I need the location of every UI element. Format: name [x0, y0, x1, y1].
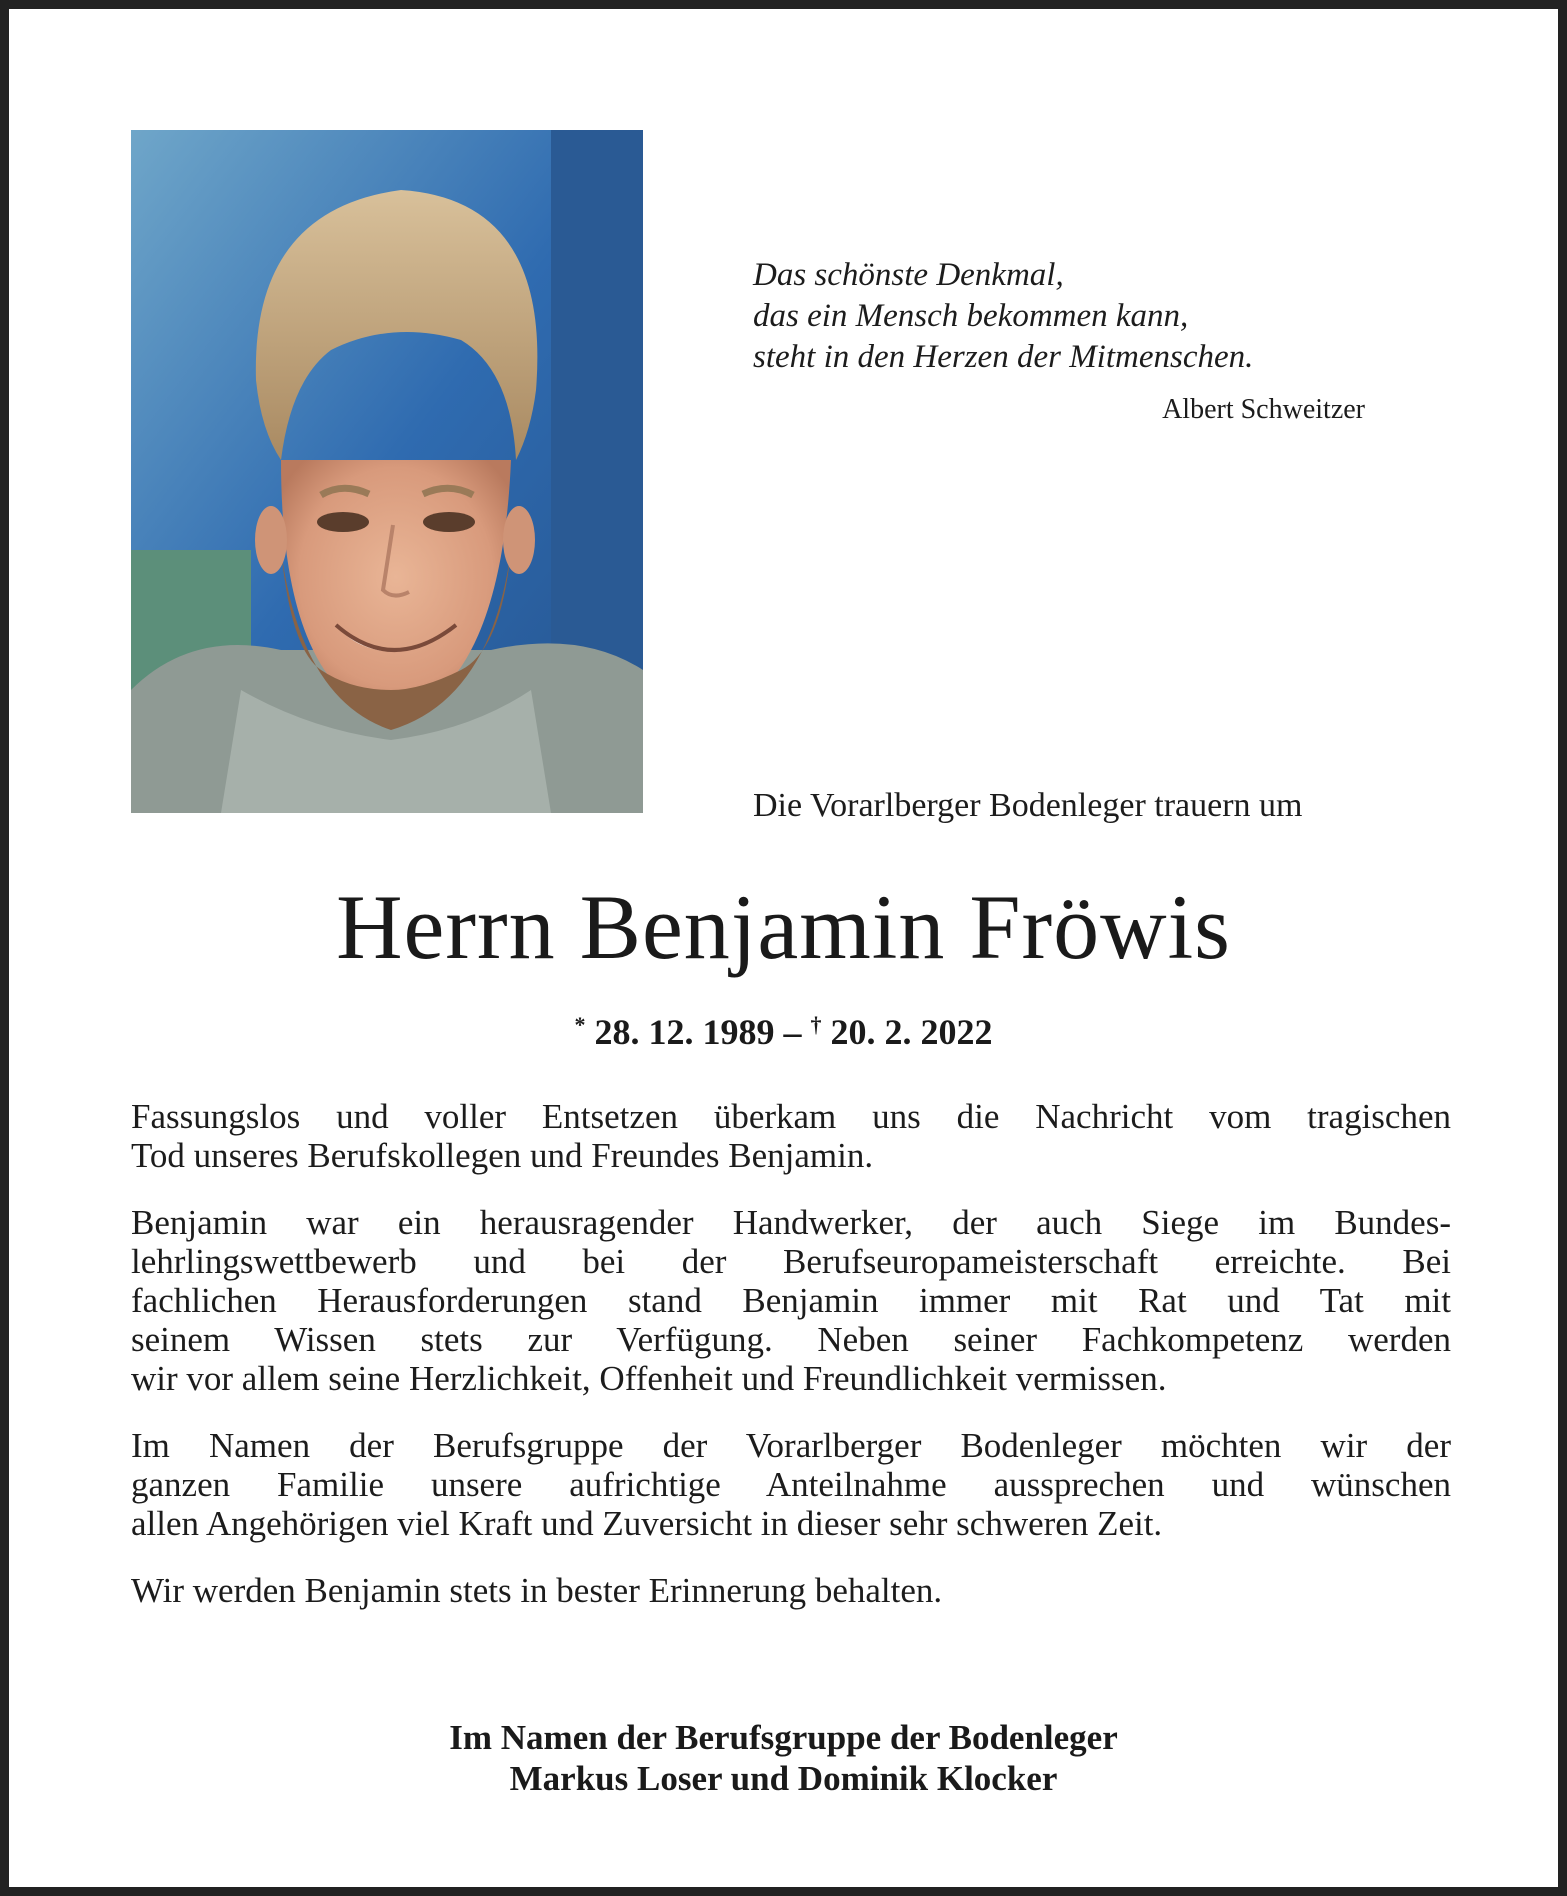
paragraph-line: Fassungslos und voller Entsetzen überkam uns die Nachricht vom tragischen	[131, 1097, 1451, 1136]
paragraph-line: Tod unseres Berufskollegen und Freundes Benjamin.	[131, 1136, 874, 1175]
quote-line-1: Das schönste Denkmal,	[753, 257, 1064, 293]
signature-block	[9, 1717, 1558, 1799]
quote-line-2: das ein Mensch bekommen kann,	[753, 298, 1189, 334]
portrait-illustration	[131, 130, 643, 813]
birth-symbol: *	[574, 1012, 586, 1037]
death-date: 20. 2. 2022	[830, 1012, 993, 1052]
paragraph-line: fachlichen Herausforderungen stand Benjamin immer mit Rat und Tat mit	[131, 1281, 1451, 1320]
paragraph-line: ganzen Familie unsere aufrichtige Anteilnahme aussprechen und wünschen	[131, 1465, 1451, 1504]
paragraph-4	[131, 1571, 1451, 1610]
birth-date: 28. 12. 1989	[594, 1012, 775, 1052]
quote-author: Albert Schweitzer	[1162, 394, 1365, 425]
paragraph-2	[131, 1203, 1451, 1398]
quote	[753, 255, 1373, 378]
date-separator: –	[783, 1012, 802, 1052]
paragraph-line: Im Namen der Berufsgruppe der Vorarlberger Bodenleger möchten wir der	[131, 1426, 1451, 1465]
paragraph-3	[131, 1426, 1451, 1543]
deceased-name: Herrn Benjamin Fröwis	[336, 876, 1231, 978]
portrait-photo	[131, 130, 643, 813]
paragraph-line: Benjamin war ein herausragender Handwerker, der auch Siege im Bundes-	[131, 1203, 1451, 1242]
death-symbol: †	[810, 1012, 822, 1037]
paragraph-line: allen Angehörigen viel Kraft und Zuversicht in dieser sehr schweren Zeit.	[131, 1504, 1163, 1543]
intro-text: Die Vorarlberger Bodenleger trauern um	[753, 787, 1303, 824]
signature-line-1: Im Namen der Berufsgruppe der Bodenleger	[449, 1718, 1118, 1757]
paragraph-1	[131, 1097, 1451, 1175]
paragraph-line: seinem Wissen stets zur Verfügung. Neben seiner Fachkompetenz werden	[131, 1320, 1451, 1359]
paragraph-line: Wir werden Benjamin stets in bester Erinnerung behalten.	[131, 1571, 943, 1610]
life-dates	[9, 1011, 1558, 1053]
obituary-body	[131, 1097, 1451, 1638]
signature-line-2: Markus Loser und Dominik Klocker	[509, 1759, 1058, 1798]
quote-line-3: steht in den Herzen der Mitmenschen.	[753, 339, 1254, 375]
paragraph-line: wir vor allem seine Herzlichkeit, Offenheit und Freundlichkeit vermissen.	[131, 1359, 1167, 1398]
paragraph-line: lehrlingswettbewerb und bei der Berufseuropameisterschaft erreichte. Bei	[131, 1242, 1451, 1281]
